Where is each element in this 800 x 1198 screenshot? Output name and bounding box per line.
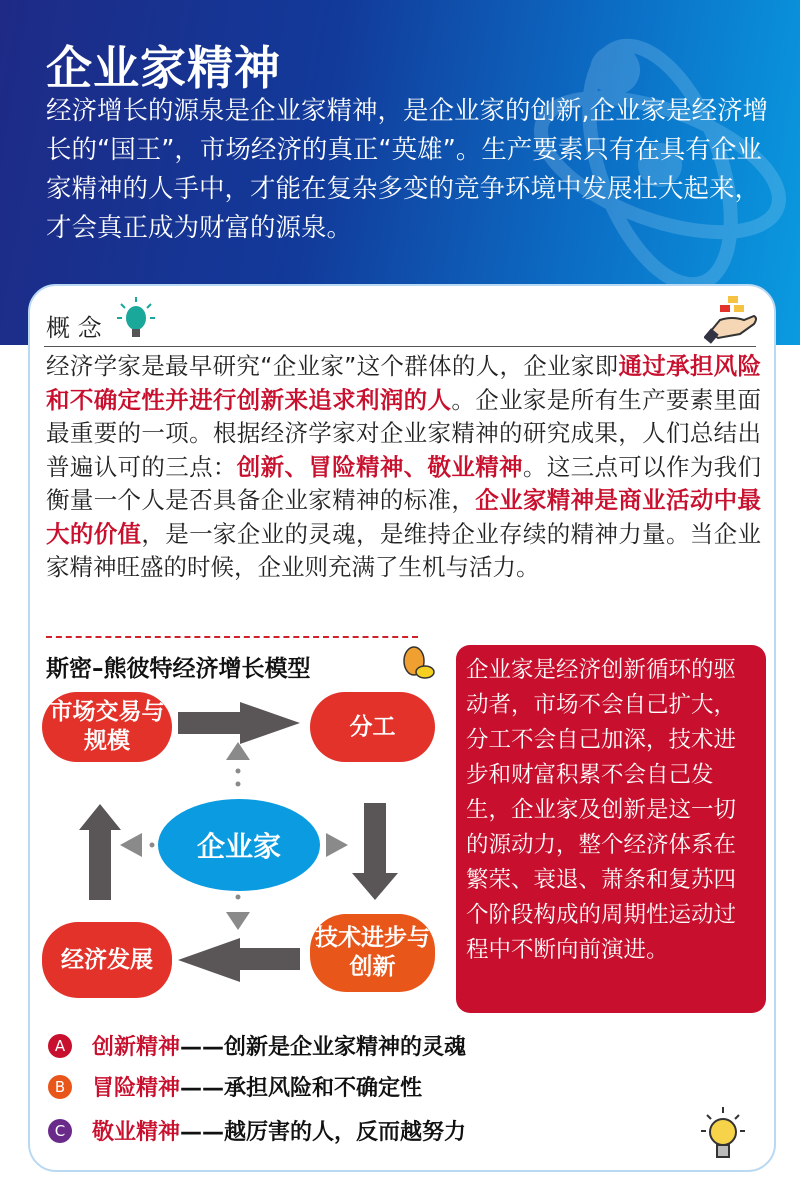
arrow-right: [178, 702, 300, 744]
text-segment: 。这三点可以作为我们衡量一个人是否具备企业家精神的标准，: [46, 452, 762, 514]
driver-callout: 企业家是经济创新循环的驱动者，市场不会自己扩大，分工不会自己加深，技术进步和财富积累不会自己发生，企业家及创新是这一切的源动力，整个经济体系在繁荣、衰退、萧条和复苏四个阶段构成的周期性运动过程中不断向前演进。: [456, 645, 766, 1013]
badge-c: C: [48, 1119, 72, 1143]
arrow-left: [178, 938, 300, 982]
spirit-item-b: [48, 1071, 422, 1102]
node-economic-growth: 经济发展: [42, 922, 172, 998]
spirit-item-c: [48, 1115, 466, 1146]
highlight-segment: 企业家精神是商业活动中最大的价值: [46, 486, 762, 548]
concept-label: 概 念: [46, 314, 102, 342]
text-segment: 经济学家是最早研究“企业家”这个群体的人，企业家即: [46, 352, 619, 380]
spirit-item-a: [48, 1030, 466, 1061]
node-entrepreneur: 企业家: [158, 799, 320, 891]
highlight-segment: 创新、冒险精神、敬业精神: [236, 452, 523, 481]
node-market-scale: 市场交易与规模: [42, 692, 172, 762]
text-segment: 。企业家是所有生产要素里面最重要的一项。根据经济学家对企业家精神的研究成果，人们总结出普遍认可的三点：: [46, 385, 762, 481]
badge-a: A: [48, 1034, 72, 1058]
page-title: 企业家精神: [46, 41, 281, 95]
arrow-down: [352, 803, 398, 900]
item-key: 冒险精神: [92, 1076, 181, 1101]
model-title: 斯密–熊彼特经济增长模型: [46, 656, 311, 682]
badge-b: B: [48, 1075, 72, 1099]
node-tech-innovation: 技术进步与创新: [310, 914, 435, 992]
text-segment: ，是一家企业的灵魂，是维持企业存续的精神力量。当企业家精神旺盛的时候，企业则充满了生机与活力。: [46, 519, 762, 581]
node-division-of-labor: 分工: [310, 692, 435, 762]
item-key: 创新精神: [92, 1035, 181, 1060]
item-desc: ——承担风险和不确定性: [180, 1076, 423, 1101]
item-desc: ——创新是企业家精神的灵魂: [180, 1035, 467, 1060]
lightbulb-icon: [700, 1105, 746, 1163]
intro-text: 经济增长的源泉是企业家精神，是企业家的创新,企业家是经济增长的“国王”，市场经济的真正“英雄”。生产要素只有在具有企业家精神的人手中，才能在复杂多变的竞争环境中发展壮大起来，才会真正成为财富的源泉。: [46, 96, 769, 243]
highlight-segment: 通过承担风险和不确定性并进行创新来追求利润的人: [46, 352, 761, 414]
item-key: 敬业精神: [92, 1120, 181, 1145]
arrow-up: [79, 804, 121, 900]
item-desc: ——越厉害的人，反而越努力: [180, 1120, 467, 1145]
